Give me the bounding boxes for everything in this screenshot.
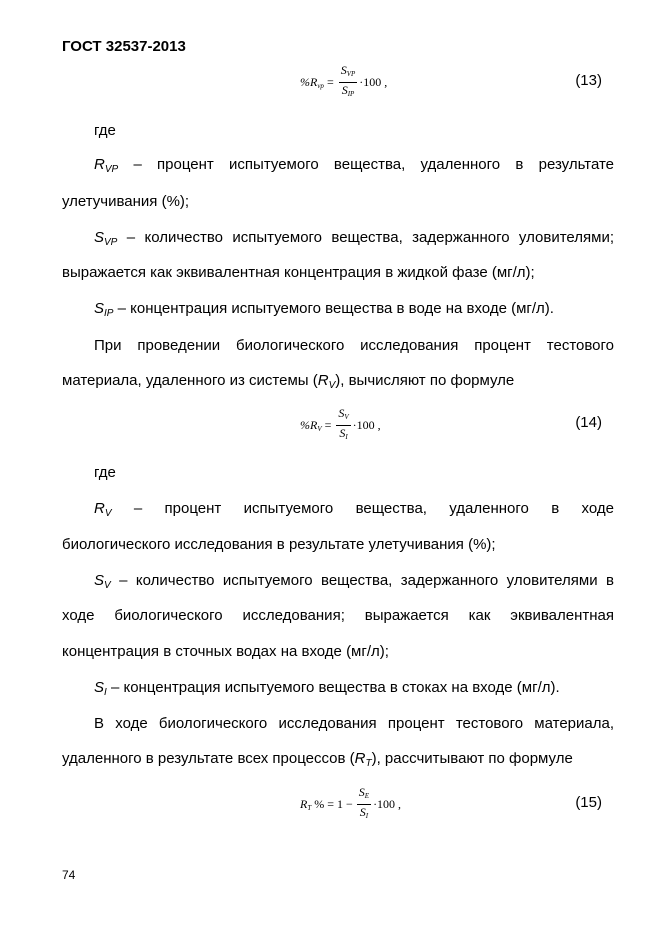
formula-13-eq: = [326, 75, 334, 89]
def-sv-line-2: ходе биологического исследования; выражается как эквивалентная [62, 607, 614, 624]
formula-15-lhs: RT % = 1 − [300, 797, 353, 812]
def-sv-line-1: $S_V$ – количество испытуемого вещества, задержанного уловителями в [94, 572, 614, 591]
formula-14-eq: = [324, 418, 332, 432]
formula-13-lhs: %Rvp [300, 75, 324, 90]
def-svp-line-2: выражается как эквивалентная концентрация в жидкой фазе (мг/л); [62, 264, 535, 281]
formula-15 [300, 786, 401, 823]
where-label-1: где [94, 122, 116, 139]
formula-15-fraction: $\frac{SE}{SI}$ [358, 785, 370, 820]
bio-paragraph-line-1: При проведении биологического исследования процент тестового [94, 337, 614, 354]
total-paragraph-line-1: В ходе биологического исследования процент тестового материала, [94, 715, 614, 732]
def-sv-line-3: концентрация в сточных водах на входе (мг/л); [62, 643, 389, 660]
where-label-2: где [94, 464, 116, 481]
formula-15-tail: ·100 , [373, 797, 402, 811]
formula-13-tail: ·100 , [359, 75, 388, 89]
total-paragraph-line-2: удаленного в результате всех процессов $(R_T)$, рассчитывают по формуле [62, 750, 573, 769]
formula-13 [300, 64, 387, 101]
def-rv-line-1: $R_V$ – процент испытуемого вещества, удаленного в ходе [94, 500, 614, 519]
bio-paragraph-line-2: материала, удаленного из системы $(R_V)$, вычисляют по формуле [62, 372, 515, 391]
def-rvp-line-2: улетучивания (%); [62, 193, 190, 210]
formula-14-tail: ·100 , [352, 418, 381, 432]
document-header: ГОСТ 32537-2013 [62, 38, 186, 55]
equation-number-13: (13) [575, 72, 602, 89]
def-rvp-line-1: $R_{VP}$ – процент испытуемого вещества, удаленного в результате [94, 156, 614, 175]
def-rv-line-2: биологического исследования в результате улетучивания (%); [62, 536, 496, 553]
equation-number-15: (15) [575, 794, 602, 811]
page-number: 74 [62, 868, 76, 882]
def-si-line-1: $S_I$ – концентрация испытуемого вещества в стоках на входе (мг/л). [94, 679, 560, 698]
equation-number-14: (14) [575, 414, 602, 431]
formula-13-fraction: $\frac{\text{SVP}}{\text{SIP}}$ [340, 63, 356, 98]
formula-14-lhs: %RV [300, 418, 322, 433]
def-svp-line-1: $S_{VP}$ – количество испытуемого вещества, задержанного уловителями; [94, 229, 614, 248]
formula-14 [300, 407, 381, 444]
def-sip-line-1: $S_{IP}$ – концентрация испытуемого вещества в воде на входе (мг/л). [94, 300, 554, 319]
formula-14-fraction: $\frac{SV}{SI}$ [338, 406, 349, 441]
